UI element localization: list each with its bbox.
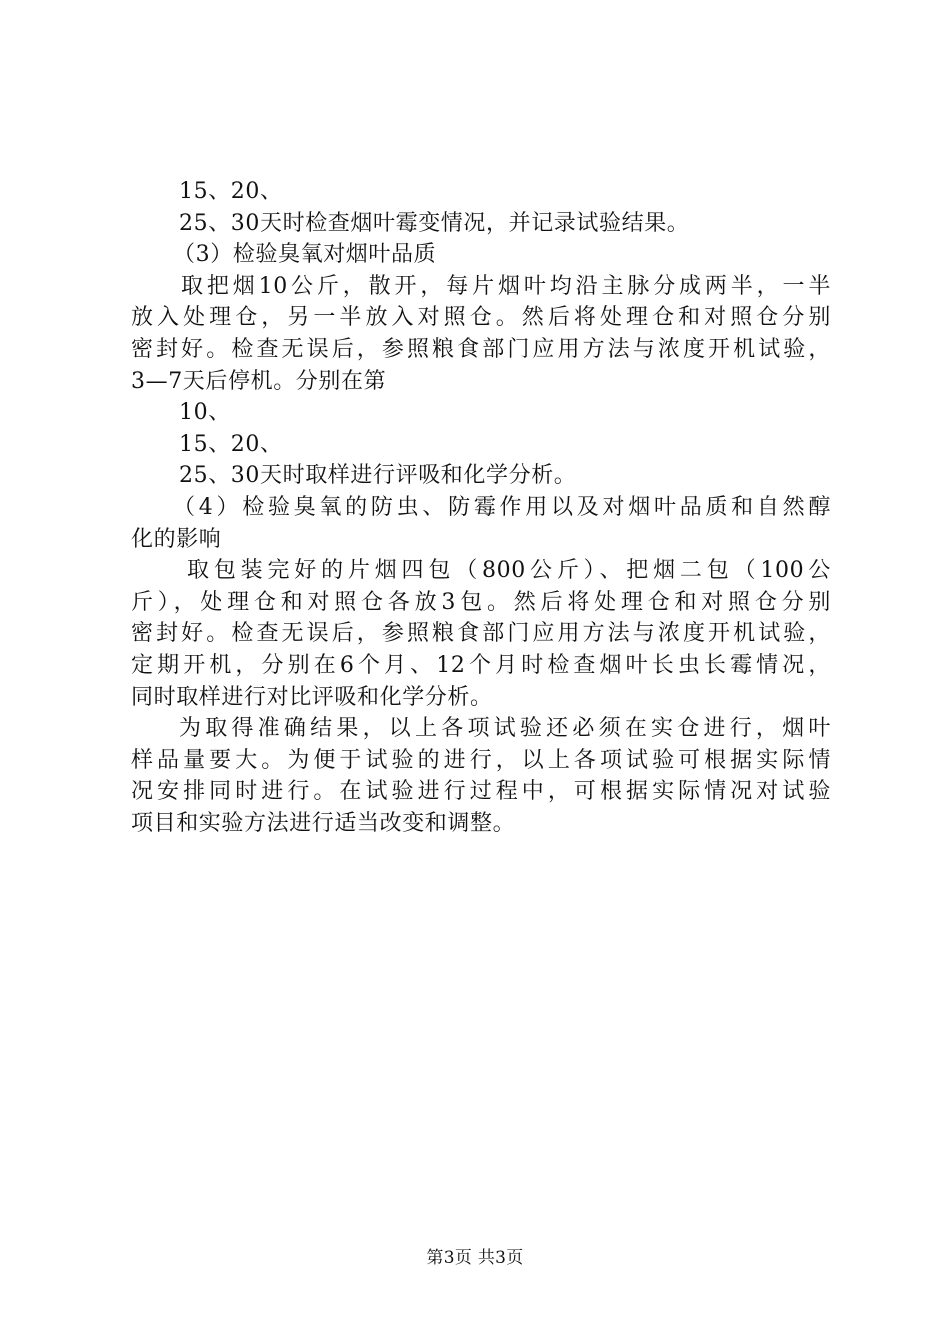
page-number-footer: 第3页 共3页	[426, 1248, 524, 1268]
text-line: 取把烟10公斤，散开，每片烟叶均沿主脉分成两半，一半	[181, 273, 831, 299]
text-line: 10、	[179, 400, 231, 426]
text-line: 密封好。检查无误后，参照粮食部门应用方法与浓度开机试验，	[131, 621, 831, 647]
text-line: 项目和实验方法进行适当改变和调整。	[131, 810, 516, 836]
text-line: 25、30天时取样进行评吸和化学分析。	[179, 463, 577, 489]
text-line: 斤），处理仓和对照仓各放3包。然后将处理仓和对照仓分别	[131, 589, 831, 615]
text-line: 为取得准确结果，以上各项试验还必须在实仓进行，烟叶	[179, 716, 831, 742]
document-body	[131, 176, 831, 839]
text-line: 取包装完好的片烟四包（800公斤）、把烟二包（100公	[187, 558, 831, 584]
text-line: 密封好。检查无误后，参照粮食部门应用方法与浓度开机试验，	[131, 336, 831, 362]
text-line: 3—7天后停机。分别在第	[131, 368, 387, 394]
text-line: 25、30天时检查烟叶霉变情况，并记录试验结果。	[179, 210, 690, 236]
text-line: 15、20、	[179, 431, 283, 457]
section-heading: 化的影响	[131, 526, 222, 552]
text-line: 况安排同时进行。在试验进行过程中，可根据实际情况对试验	[131, 779, 831, 805]
text-line: 同时取样进行对比评吸和化学分析。	[131, 684, 493, 710]
section-heading: （4）检验臭氧的防虫、防霉作用以及对烟叶品质和自然醇	[173, 494, 831, 520]
text-line: 定期开机，分别在6个月、12个月时检查烟叶长虫长霉情况，	[131, 652, 831, 678]
text-line: 放入处理仓，另一半放入对照仓。然后将处理仓和对照仓分别	[131, 305, 831, 331]
section-heading: （3）检验臭氧对烟叶品质	[173, 242, 437, 268]
text-line: 15、20、	[179, 179, 283, 204]
text-line: 样品量要大。为便于试验的进行，以上各项试验可根据实际情	[131, 747, 831, 773]
